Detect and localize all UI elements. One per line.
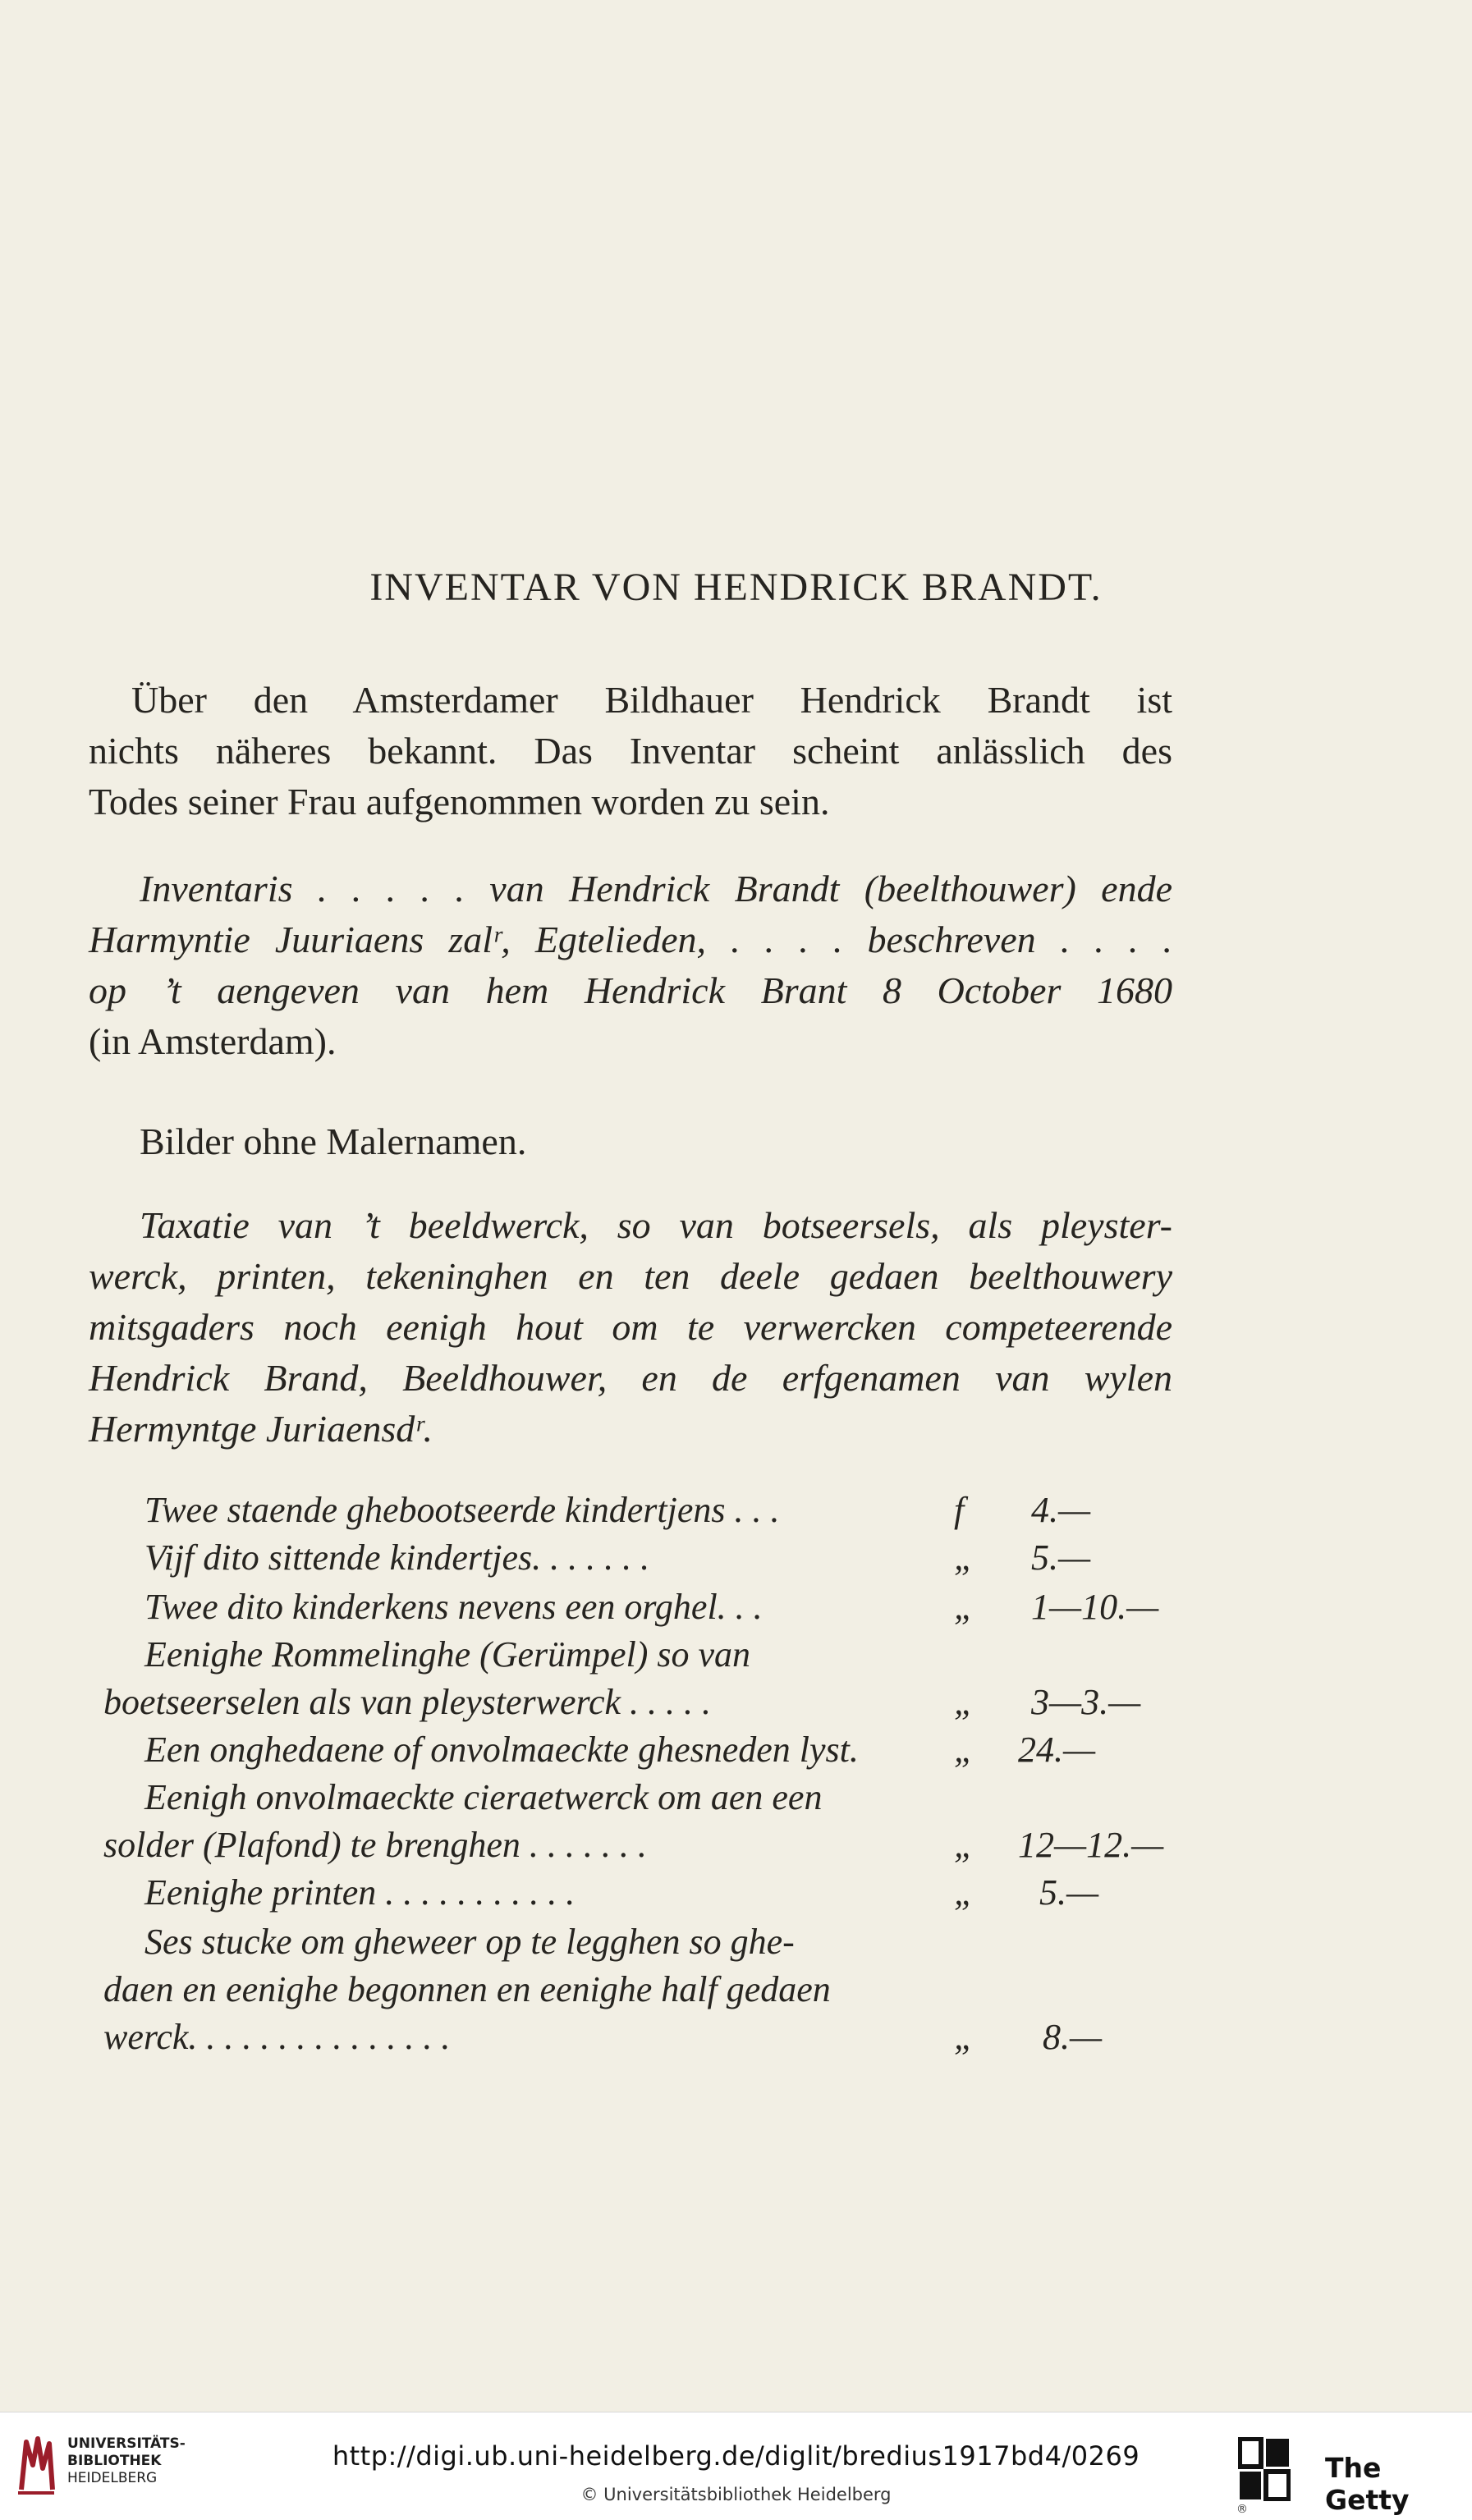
entry-text: Eenighe printen . . . . . . . . . . .: [144, 1872, 576, 1913]
entry-text: Eenighe Rommelinghe (Gerümpel) so van: [144, 1634, 751, 1675]
institution-line: HEIDELBERG: [67, 2470, 158, 2486]
entry-value: 5.—: [1031, 1537, 1091, 1578]
institution-line: BIBLIOTHEK: [67, 2453, 162, 2469]
entry-text: solder (Plafond) te brenghen . . . . . . .: [103, 1825, 647, 1865]
entry-text: boetseerselen als van pleysterwerck . . . . .: [103, 1682, 712, 1722]
institution-line: UNIVERSITÄTS-: [67, 2435, 186, 2452]
inventaris-line: Inventaris . . . . . van Hendrick Brandt (beelthouwer) ende: [140, 868, 1172, 909]
inventaris-line: (in Amsterdam).: [89, 1020, 337, 1062]
intro-line: Todes seiner Frau aufgenommen worden zu sein.: [89, 781, 830, 822]
inventaris-line: op ’t aengeven van hem Hendrick Brant 8 October 1680: [89, 969, 1172, 1011]
entry-value: 24.—: [1018, 1730, 1096, 1770]
entry-value: 5.—: [1039, 1872, 1099, 1913]
inventaris-paragraph: [89, 864, 1172, 1067]
footer-bar: [0, 2412, 1472, 2520]
entry-value: 12—12.—: [1018, 1825, 1164, 1865]
taxatie-line: mitsgaders noch eenigh hout om te verwercken competeerende: [89, 1306, 1172, 1348]
entry-text: Twee staende ghebootseerde kindertjens . . .: [144, 1490, 780, 1530]
entry-text: Ses stucke om gheweer op te legghen so ghe-: [144, 1922, 795, 1962]
entry-unit: f: [954, 1490, 965, 1530]
entry-value: 3—3.—: [1031, 1682, 1141, 1722]
entry-value: 4.—: [1031, 1490, 1091, 1530]
entry-text: daen en eenighe begonnen en eenighe half gedaen: [103, 1969, 831, 2009]
intro-line: nichts näheres bekannt. Das Inventar scheint anlässlich des: [89, 730, 1172, 772]
entry-unit: „: [954, 1587, 974, 1627]
getty-name: The Getty: [1325, 2452, 1410, 2516]
getty-logo-icon: [1238, 2437, 1291, 2501]
taxatie-line: Taxatie van ’t beeldwerck, so van botseersels, als pleyster-: [140, 1204, 1172, 1246]
registered-mark: ®: [1236, 2503, 1248, 2516]
taxatie-line: Hendrick Brand, Beeldhouwer, en de erfgenamen van wylen: [89, 1357, 1172, 1399]
section-heading: Bilder ohne Malernamen.: [140, 1120, 527, 1162]
entry-text: Twee dito kinderkens nevens een orghel. . .: [144, 1587, 763, 1627]
copyright-text: © Universitätsbibliothek Heidelberg: [580, 2485, 892, 2504]
taxatie-line: werck, printen, tekeninghen en ten deele gedaen beelthouwery: [89, 1255, 1172, 1297]
taxatie-paragraph: [89, 1200, 1172, 1455]
entry-unit: „: [954, 2017, 974, 2057]
entry-value: 8.—: [1043, 2017, 1103, 2057]
intro-paragraph: [89, 675, 1172, 827]
entry-text: Eenigh onvolmaeckte cieraetwerck om aen een: [144, 1777, 823, 1817]
entry-unit: „: [954, 1537, 974, 1578]
entry-text: Vijf dito sittende kindertjes. . . . . . .: [144, 1537, 650, 1578]
document-title: INVENTAR VON HENDRICK BRANDT.: [369, 566, 1103, 609]
taxatie-line: Hermyntge Juriaensdʳ.: [89, 1408, 433, 1450]
entry-unit: „: [954, 1825, 974, 1865]
entry-value: 1—10.—: [1031, 1587, 1159, 1627]
entry-unit: „: [954, 1872, 974, 1913]
entry-text: Een onghedaene of onvolmaeckte ghesneden lyst.: [144, 1730, 859, 1770]
entry-unit: „: [954, 1730, 974, 1770]
entry-unit: „: [954, 1682, 974, 1722]
inventaris-line: Harmyntie Juuriaens zalʳ, Egtelieden, . . . . beschreven . . . .: [89, 919, 1172, 960]
intro-line: Über den Amsterdamer Bildhauer Hendrick Brandt ist: [131, 679, 1172, 721]
entry-text: werck. . . . . . . . . . . . . . .: [103, 2017, 451, 2057]
source-url-link[interactable]: http://digi.ub.uni-heidelberg.de/diglit/bredius1917bd4/0269: [332, 2440, 1140, 2472]
